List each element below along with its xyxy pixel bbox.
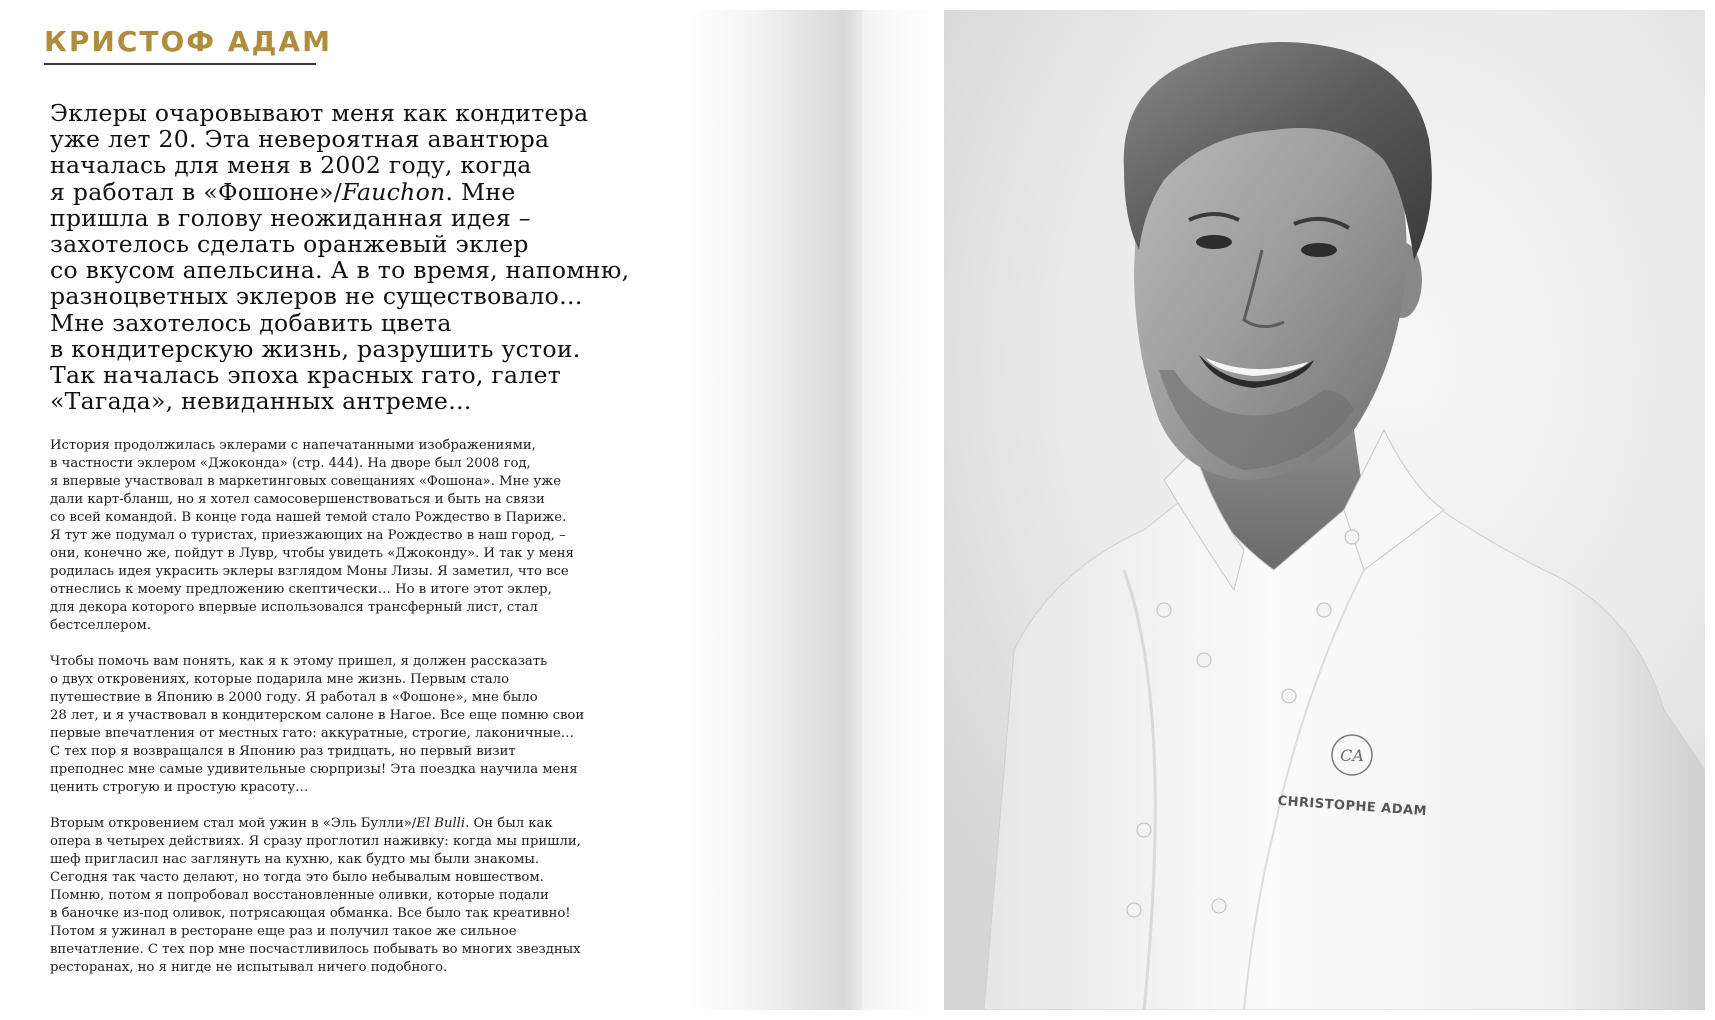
body-paragraph-3	[50, 815, 690, 977]
right-eye	[1301, 243, 1337, 257]
body-line: Помню, потом я попробовал восстановленные оливки, которые подали	[50, 888, 549, 903]
jacket-button	[1197, 653, 1211, 667]
body-line: шеф пригласил нас заглянуть на кухню, как будто мы были знакомы.	[50, 852, 540, 867]
body-line: путешествие в Японию в 2000 году. Я работал в «Фошоне», мне было	[50, 690, 538, 705]
body-line: ценить строгую и простую красоту…	[50, 780, 309, 795]
jacket-logo-text: CHRISTOPHE ADAM	[1277, 793, 1428, 820]
fauchon-italic: Fauchon	[341, 177, 446, 206]
jacket-button	[1282, 689, 1296, 703]
body-line-start: Вторым откровением стал мой ужин в «Эль Булли»/	[50, 816, 417, 831]
body-line: опера в четырех действиях. Я сразу проглотил наживку: когда мы пришли,	[50, 834, 581, 849]
body-line: бестселлером.	[50, 618, 152, 633]
body-line: впечатление. С тех пор мне посчастливилось побывать во многих звездных	[50, 942, 581, 957]
body-line: дали карт-бланш, но я хотел самосовершенствоваться и быть на связи	[50, 492, 545, 507]
jacket-button	[1137, 823, 1151, 837]
body-line: родилась идея украсить эклеры взглядом Моны Лизы. Я заметил, что все	[50, 564, 569, 579]
lead-line: захотелось сделать оранжевый эклер	[50, 230, 529, 259]
lead-line: «Тагада», невиданных антреме…	[50, 387, 472, 416]
chef-portrait-photo	[944, 10, 1705, 1010]
lead-line: со вкусом апельсина. А в то время, напомню,	[50, 256, 630, 285]
portrait-illustration	[944, 10, 1705, 1010]
body-line: Потом я ужинал в ресторане еще раз и получил такое же сильное	[50, 924, 517, 939]
body-line: первые впечатления от местных гато: аккуратные, строгие, лаконичные…	[50, 726, 574, 741]
body-line: Я тут же подумал о туристах, приезжающих на Рождество в наш город, –	[50, 528, 566, 543]
jacket-button	[1345, 530, 1359, 544]
body-line: отнеслись к моему предложению скептически… Но в итоге этот эклер,	[50, 582, 552, 597]
heading-underline	[44, 63, 316, 65]
body-line: История продолжилась эклерами с напечатанными изображениями,	[50, 438, 536, 453]
jacket-button	[1127, 903, 1141, 917]
body-line: они, конечно же, пойдут в Лувр, чтобы увидеть «Джоконду». И так у меня	[50, 546, 574, 561]
el-bulli-italic: El Bulli	[416, 816, 466, 831]
body-line: со всей командой. В конце года нашей темой стало Рождество в Париже.	[50, 510, 567, 525]
body-paragraph-2	[50, 653, 690, 797]
body-line: в баночке из-под оливок, потрясающая обманка. Все было так креативно!	[50, 906, 571, 921]
body-line: Чтобы помочь вам понять, как я к этому пришел, я должен рассказать	[50, 654, 548, 669]
lead-line: разноцветных эклеров не существовало…	[50, 282, 583, 311]
jacket-logo-monogram: CA	[1340, 746, 1364, 765]
jacket-button	[1157, 603, 1171, 617]
body-line: Сегодня так часто делают, но тогда это было небывалым новшеством.	[50, 870, 544, 885]
body-line: С тех пор я возвращался в Японию раз тридцать, но первый визит	[50, 744, 516, 759]
body-line: преподнес мне самые удивительные сюрпризы! Эта поездка научила меня	[50, 762, 578, 777]
lead-line: Мне захотелось добавить цвета	[50, 308, 452, 337]
lead-line-tail: . Мне	[445, 177, 516, 206]
lead-line: Эклеры очаровывают меня как кондитера	[50, 99, 589, 127]
body-text	[50, 437, 690, 995]
right-page-margin	[862, 10, 944, 1010]
body-line-el-bulli	[50, 815, 690, 833]
gutter-shadow	[690, 10, 865, 1010]
body-line: 28 лет, и я участвовал в кондитерском салоне в Нагое. Все еще помню свои	[50, 708, 585, 723]
lead-line-fauchon	[50, 179, 690, 205]
lead-line: Так началась эпоха красных гато, галет	[50, 361, 562, 390]
lead-line-start: я работал в «Фошоне»/	[50, 177, 342, 206]
lead-line: началась для меня в 2002 году, когда	[50, 151, 532, 180]
lead-line: в кондитерскую жизнь, разрушить устои.	[50, 334, 581, 363]
lead-line: уже лет 20. Эта невероятная авантюра	[50, 125, 550, 154]
jacket-button	[1212, 899, 1226, 913]
body-line: в частности эклером «Джоконда» (стр. 444). На дворе был 2008 год,	[50, 456, 531, 471]
body-line-tail: . Он был как	[465, 816, 553, 831]
author-heading: КРИСТОФ АДАМ	[44, 25, 332, 58]
body-line: о двух откровениях, которые подарила мне жизнь. Первым стало	[50, 672, 510, 687]
body-line: для декора которого впервые использовался трансферный лист, стал	[50, 600, 538, 615]
body-line: я впервые участвовал в маркетинговых совещаниях «Фошона». Мне уже	[50, 474, 562, 489]
body-paragraph-1	[50, 437, 690, 635]
jacket-button	[1317, 603, 1331, 617]
body-line: ресторанах, но я нигде не испытывал ничего подобного.	[50, 960, 448, 975]
left-eye	[1196, 235, 1232, 249]
lead-paragraph	[50, 100, 690, 414]
lead-line: пришла в голову неожиданная идея –	[50, 203, 531, 232]
